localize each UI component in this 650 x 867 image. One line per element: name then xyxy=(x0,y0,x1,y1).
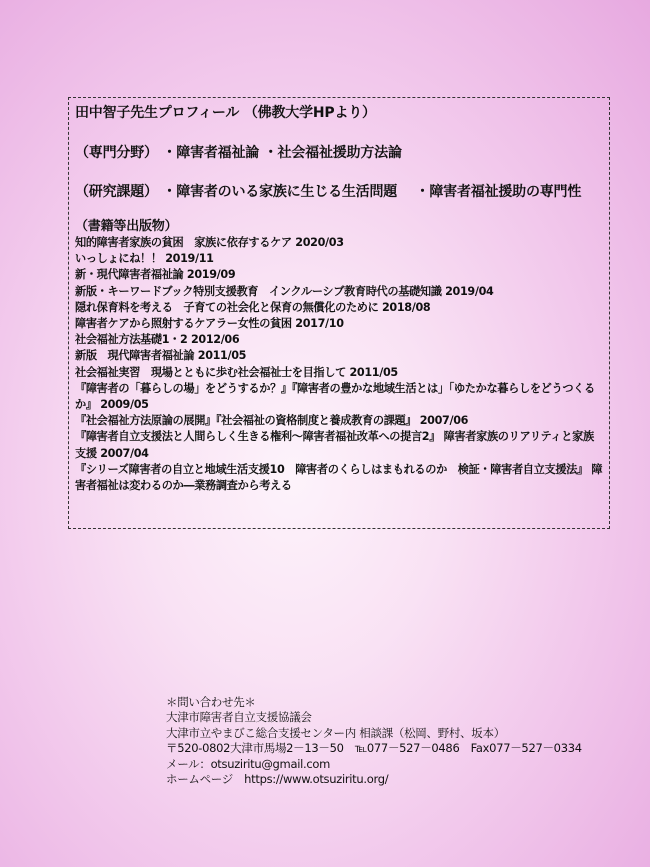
publication-item: 社会福祉方法基礎1・2 2012/06 xyxy=(75,333,240,347)
profile-box xyxy=(68,97,610,529)
contact-homepage[interactable]: ホームページ https://www.otsuziritu.org/ xyxy=(166,772,389,787)
specialty-line: （専門分野） ・障害者福祉論 ・社会福祉援助方法論 xyxy=(75,145,402,161)
contact-heading: ＊問い合わせ先＊ xyxy=(166,695,256,709)
contact-organization: 大津市障害者自立支援協議会 xyxy=(166,710,312,725)
publication-item: 新版・キーワードブック特別支援教育 インクルーシブ教育時代の基礎知識 2019/04 xyxy=(75,284,494,298)
publication-item: 新版 現代障害者福祉論 2011/05 xyxy=(75,349,247,363)
profile-title: 田中智子先生プロフィール （佛教大学HPより） xyxy=(75,105,376,121)
contact-office: 大津市立やまびこ総合支援センター内 相談課（松岡、野村、坂本） xyxy=(166,725,505,740)
publication-item: 隠れ保育料を考える 子育ての社会化と保育の無償化のために 2018/08 xyxy=(75,300,431,314)
publications-heading: （書籍等出版物） xyxy=(75,219,178,234)
publication-item: 『シリーズ障害者の自立と地域生活支援10 障害者のくらしはまもれるのか 検証・障害者自立支援法』 障害者福祉は変わるのか―業務調査から考える xyxy=(75,462,603,493)
contact-address: 〒520-0802大津市馬場2－13－50 ℡077－527－0486 Fax077－527－0334 xyxy=(166,741,582,756)
contact-email[interactable]: メール：otsuziritu@gmail.com xyxy=(166,756,331,771)
research-line: （研究課題） ・障害者のいる家族に生じる生活問題 ・障害者福祉援助の専門性 xyxy=(75,184,582,200)
publication-item: 『障害者の「暮らしの場」をどうするか？』『障害者の豊かな地域生活とは」「ゆたかな暮らしをどうつくるか』 2009/05 xyxy=(75,381,595,412)
publication-item: 障害者ケアから照射するケアラー女性の貧困 2017/10 xyxy=(75,317,344,331)
publication-item: 社会福祉実習 現場とともに歩む社会福祉士を目指して 2011/05 xyxy=(75,365,398,379)
contact-block xyxy=(166,695,606,787)
publication-item: 新・現代障害者福祉論 2019/09 xyxy=(75,268,236,282)
publications-list xyxy=(75,235,603,494)
publication-item: 『障害者自立支援法と人間らしく生きる権利～障害者福祉改革への提言2』 障害者家族のリアリティと家族支援 2007/04 xyxy=(75,430,594,460)
publication-item: いっしょにね！！ 2019/11 xyxy=(75,252,214,266)
publication-item: 知的障害者家族の貧困 家族に依存するケア 2020/03 xyxy=(75,236,344,249)
publication-item: 『社会福祉方法原論の展開』『社会福祉の資格制度と養成教育の課題』 2007/06 xyxy=(75,414,469,428)
